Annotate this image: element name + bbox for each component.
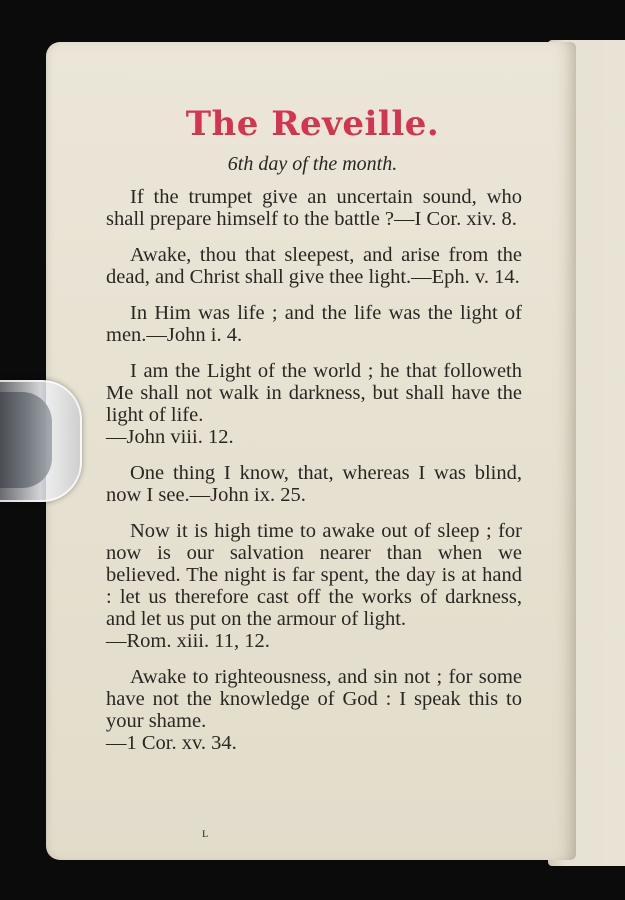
page-title: The Reveille. (185, 104, 440, 144)
verse-text: Awake to righteousness, and sin not ; for some have not the knowledge of God : I speak this to your shame. (106, 666, 522, 732)
verse-list (106, 186, 522, 768)
verse-5 (106, 462, 522, 506)
verse-text: If the trumpet give an uncertain sound, who shall prepare himself to the battle ?—I Cor. xiv. 8. (106, 186, 522, 230)
verse-4 (106, 360, 522, 448)
verse-text: Now it is high time to awake out of sleep ; for now is our salvation nearer than when we believed. The night is far spent, the day is at hand : let us therefore cast off the works of darkness, and let us put on the armour of light. (106, 520, 522, 630)
verse-1 (106, 186, 522, 230)
verse-text: In Him was life ; and the life was the light of men.—John i. 4. (106, 302, 522, 346)
verse-7 (106, 666, 522, 754)
verse-6 (106, 520, 522, 652)
pencil-mark: ʟ (202, 826, 209, 841)
verse-3 (106, 302, 522, 346)
verse-text: I am the Light of the world ; he that followeth Me shall not walk in darkness, but shall have the light of life. (106, 360, 522, 426)
page-clip (0, 380, 82, 502)
verse-text: One thing I know, that, whereas I was blind, now I see.—John ix. 25. (106, 462, 522, 506)
verse-reference: —1 Cor. xv. 34. (106, 732, 237, 754)
verse-text: Awake, thou that sleepest, and arise from the dead, and Christ shall give thee light.—Eph. v. 14. (106, 244, 522, 288)
clip-shadow (0, 392, 52, 488)
verse-reference: —Rom. xiii. 11, 12. (106, 630, 270, 652)
verse-2 (106, 244, 522, 288)
verse-reference: —John viii. 12. (106, 426, 234, 448)
page-subtitle: 6th day of the month. (227, 153, 398, 175)
